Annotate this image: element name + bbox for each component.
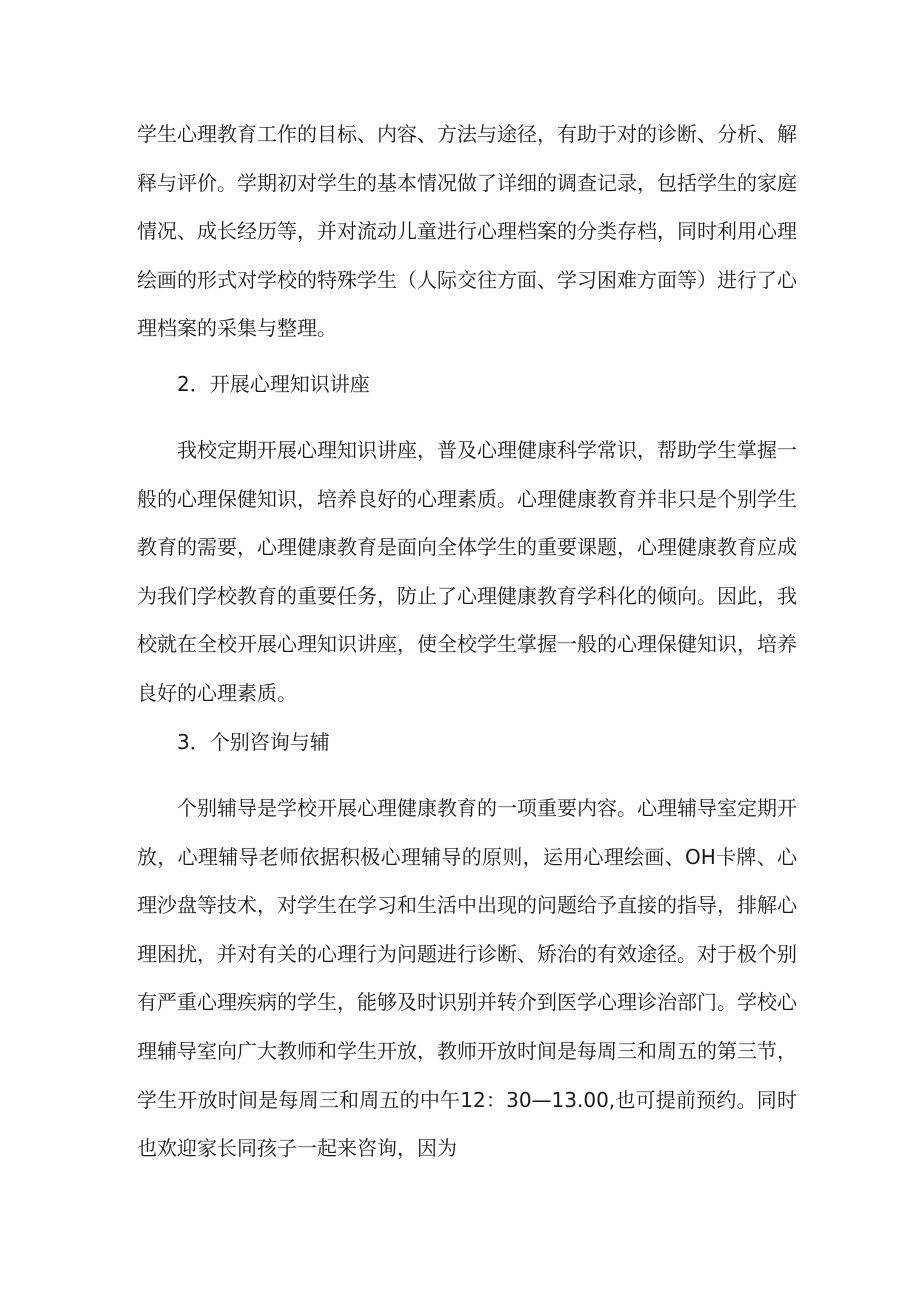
section-heading-counseling: 3．个别咨询与辅 [177, 730, 330, 754]
section-heading-lecture: 2．开展心理知识讲座 [177, 372, 370, 396]
paragraph-counseling: 个别辅导是学校开展心理健康教育的一项重要内容。心理辅导室定期开放，心理辅导老师依据积极心理辅导的原则，运用心理绘画、OH卡牌、心理沙盘等技术，对学生在学习和生活中出现的问题给予直接的指导，排解心理困扰，并对有关的心理行为问题进行诊断、矫治的有效途径。对于极个别有严重心理疾病的学生，能够及时识别并转介到医学心理诊治部门。学校心理辅导室向广大教师和学生开放，教师开放时间是每周三和周五的第三节，学生开放时间是每周三和周五的中午12：30—13.00,也可提前预约。同时也欢迎家长同孩子一起来咨询，因为 [137, 796, 797, 1161]
paragraph-intro: 学生心理教育工作的目标、内容、方法与途径，有助于对的诊断、分析、解释与评价。学期初对学生的基本情况做了详细的调查记录，包括学生的家庭情况、成长经历等，并对流动儿童进行心理档案的分类存档，同时利用心理绘画的形式对学校的特殊学生（人际交往方面、学习困难方面等）进行了心理档案的采集与整理。 [137, 122, 797, 341]
paragraph-lecture: 我校定期开展心理知识讲座，普及心理健康科学常识，帮助学生掌握一般的心理保健知识，培养良好的心理素质。心理健康教育并非只是个别学生教育的需要，心理健康教育是面向全体学生的重要课题，心理健康教育应成为我们学校教育的重要任务，防止了心理健康教育学科化的倾向。因此，我校就在全校开展心理知识讲座，使全校学生掌握一般的心理保健知识，培养良好的心理素质。 [137, 438, 797, 705]
